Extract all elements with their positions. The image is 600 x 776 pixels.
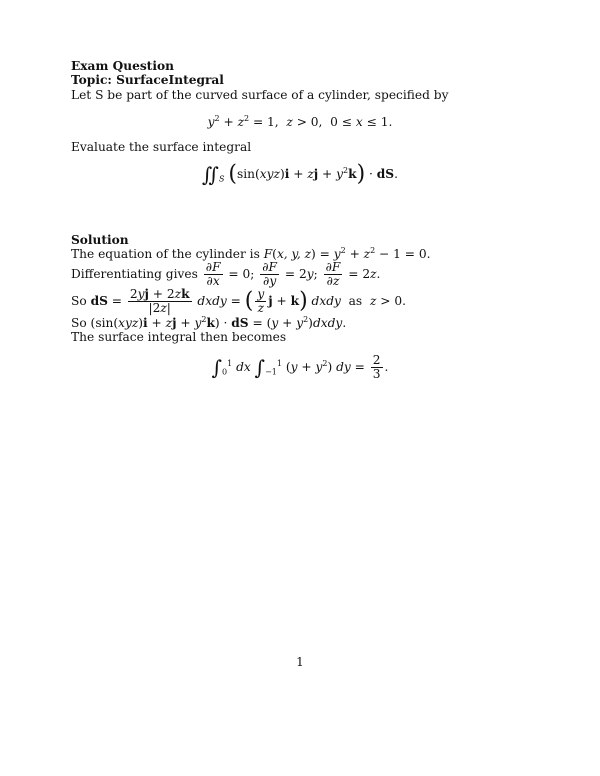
- solution-line-2: Differentiating gives $\frac{\partial F}{\partial x}$ = 0; $\frac{\partial F}{\partial y}$ = 2y; $\frac{\partial F}{\partial z}$ = 2z.: [71, 260, 381, 288]
- solution-line-5: The surface integral then becomes: [71, 330, 287, 344]
- surface-integral-expression: $∬_S$ (sin(xyz)i + zj + $y^2k$) · dS.: [202, 161, 398, 187]
- question-intro: [71, 88, 448, 102]
- solution-heading: Solution: [71, 233, 129, 247]
- topic-label: Topic: SurfaceIntegral: [71, 73, 224, 87]
- exam-question-label: Exam Question: [71, 59, 174, 73]
- final-integral-expression: $\int_0^1$ dx $\int_{-1}^1$ $(y + y^2)$ dy = $\frac{2}{3}$ .: [211, 353, 389, 381]
- solution-line-1: The equation of the cylinder is F(x, y, $z) = y^2 + z^2 - 1 = 0$.: [71, 245, 431, 261]
- double-integral-symbol: ∬: [202, 162, 220, 187]
- surface-equation: $y^2 + z^2 = 1$, z > 0, 0 ≤ x ≤ 1.: [207, 113, 393, 129]
- solution-line-4: So (sin(xyz)i + zj + $y^2k$) · dS = $(y + y^2)dxdy$.: [71, 314, 347, 330]
- question-intro-text: Let S be part of the curved surface of a cylinder, specified by: [71, 88, 449, 102]
- solution-line-3: So dS = $\frac{2yj + 2zk}{|2z|}$ dxdy = ( $\frac{y}{z}$ j + k) dxdy as z > 0.: [71, 287, 406, 315]
- page-number: 1: [296, 655, 304, 669]
- evaluate-text: Evaluate the surface integral: [71, 140, 252, 154]
